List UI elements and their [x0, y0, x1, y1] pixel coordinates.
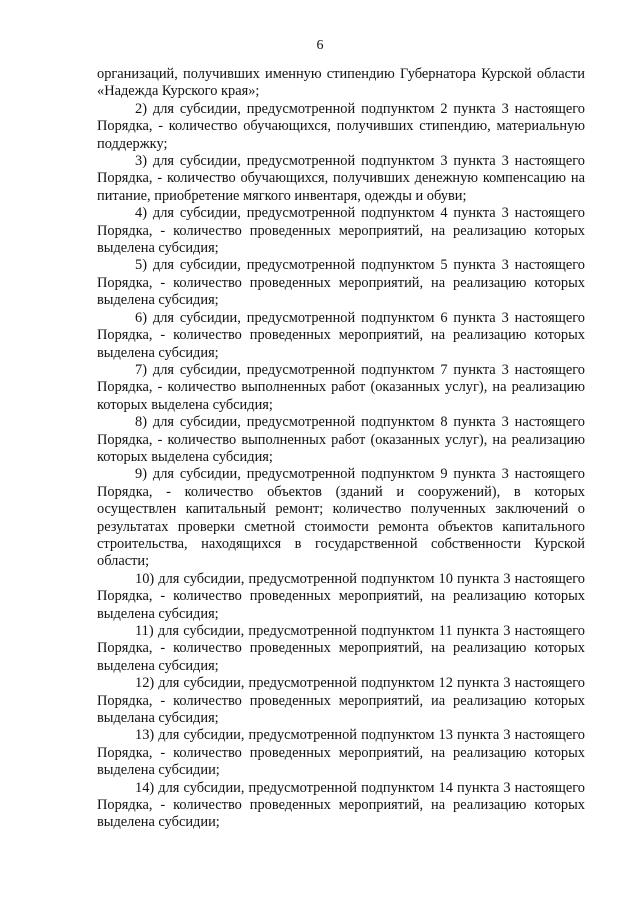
paragraph-item-12: 12) для субсидии, предусмотренной подпунктом 12 пункта 3 настоящего Порядка, - количество проведенных мероприятий, иа реализацию которых выделана субсидия;: [97, 675, 585, 727]
paragraph-continuation: организаций, получивших именную стипендию Губернатора Курской области «Надежда Курского края»;: [97, 66, 585, 100]
paragraph-item-9: 9) для субсидии, предусмотренной подпунктом 9 пункта 3 настоящего Порядка, - количество объектов (зданий и сооружений), в которых осуществлен капитальный ремонт; количество полученных заключений о результатах проверки сметной стоимости ремонта объектов капитального строительства, находящихся в государственной собственности Курской области;: [97, 466, 585, 570]
document-body: [97, 66, 585, 832]
paragraph-item-13: 13) для субсидии, предусмотренной подпунктом 13 пункта 3 настоящего Порядка, - количество проведенных мероприятий, на реализацию которых выделена субсидии;: [97, 727, 585, 779]
paragraph-item-3: 3) для субсидии, предусмотренной подпунктом 3 пункта 3 настоящего Порядка, - количество обучающихся, получивших денежную компенсацию на питание, приобретение мягкого инвентаря, одежды и обуви;: [97, 153, 585, 204]
paragraph-item-5: 5) для субсидии, предусмотренной подпунктом 5 пункта 3 настоящего Порядка, - количество проведенных мероприятий, на реализацию которых выделена субсидия;: [97, 257, 585, 309]
paragraph-item-10: 10) для субсидии, предусмотренной подпунктом 10 пункта 3 настоящего Порядка, - количество проведенных мероприятий, на реализацию которых выделена субсидия;: [97, 570, 585, 622]
page-number: 6: [316, 38, 324, 53]
paragraph-item-14: 14) для субсидии, предусмотренной подпунктом 14 пункта 3 настоящего Порядка, - количество проведенных мероприятий, на реализацию которых выделена субсидии;: [97, 779, 585, 831]
paragraph-item-2: 2) для субсидии, предусмотренной подпунктом 2 пункта 3 настоящего Порядка, - количество обучающихся, получивших стипендию, материальную поддержку;: [97, 100, 585, 152]
paragraph-item-7: 7) для субсидии, предусмотренной подпунктом 7 пункта 3 настоящего Порядка, - количество выполненных работ (оказанных услуг), на реализацию которых выделена субсидия;: [97, 361, 585, 413]
paragraph-item-11: 11) для субсидии, предусмотренной подпунктом 11 пункта 3 настоящего Порядка, - количество проведенных мероприятий, на реализацию которых выделена субсидия;: [97, 623, 585, 674]
paragraph-item-8: 8) для субсидии, предусмотренной подпунктом 8 пункта 3 настоящего Порядка, - количество выполненных работ (оказанных услуг), на реализацию которых выделена субсидия;: [97, 414, 585, 465]
paragraph-item-4: 4) для субсидии, предусмотренной подпунктом 4 пункта 3 настоящего Порядка, - количество проведенных мероприятий, на реализацию которых выделена субсидия;: [97, 205, 585, 257]
paragraph-item-6: 6) для субсидии, предусмотренной подпунктом 6 пункта 3 настоящего Порядка, - количество проведенных мероприятий, на реализацию которых выделена субсидия;: [97, 309, 585, 361]
